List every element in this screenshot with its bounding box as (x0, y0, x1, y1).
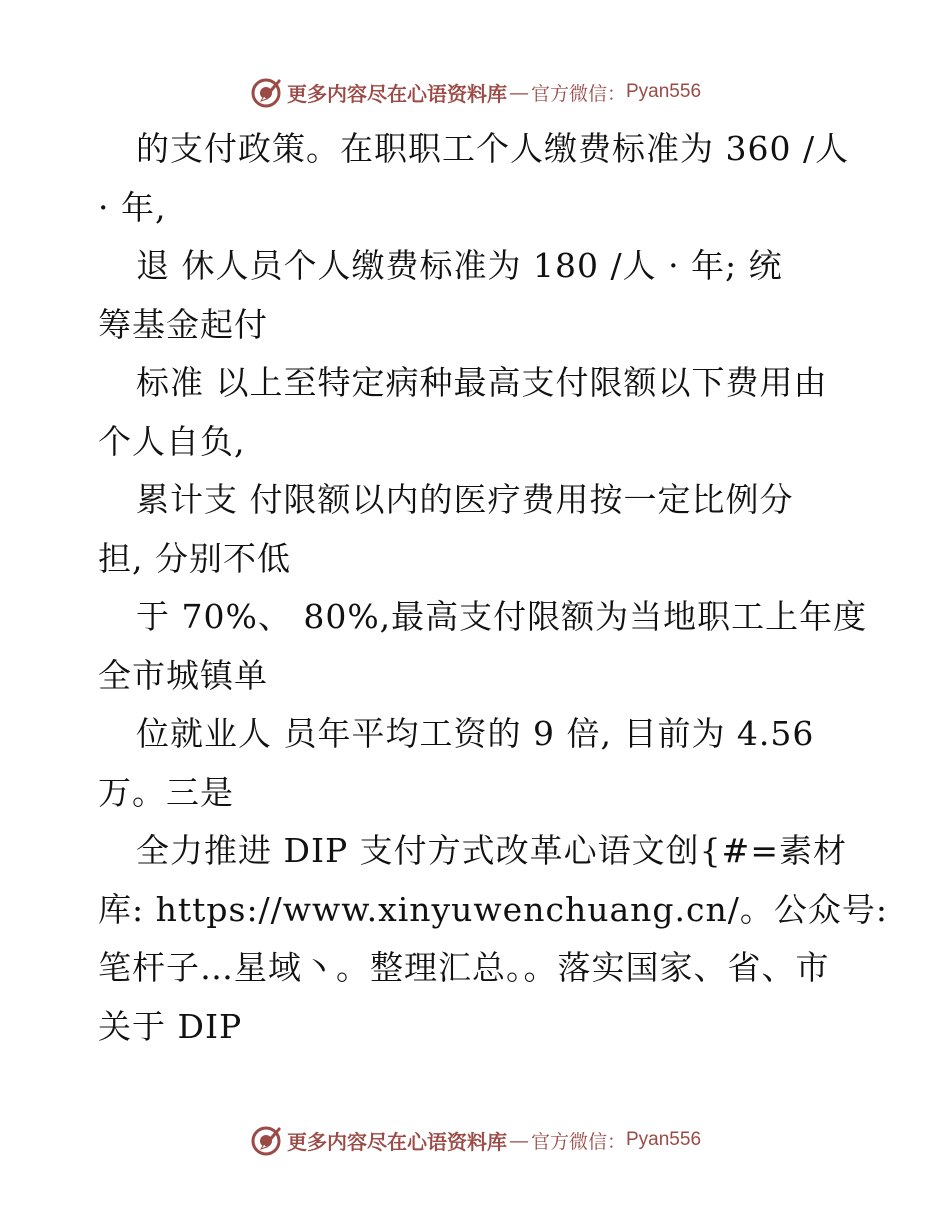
body-line: 全市城镇单 (98, 655, 268, 695)
banner-dash: — (508, 1128, 529, 1152)
body-line: 于 70%、 80%,最高支付限额为当地职工上年度 (136, 597, 868, 636)
body-line: 累计支 付限额以内的医疗费用按一定比例分 (136, 480, 794, 519)
body-line: 退 休人员个人缴费标准为 180 /人 · 年; 统 (136, 246, 783, 285)
body-line: 万。三是 (98, 772, 234, 812)
banner-title: 更多内容尽在心语资料库 (286, 81, 507, 106)
body-line: 担, 分别不低 (98, 538, 291, 578)
body-line: 关于 DIP (98, 1006, 243, 1046)
body-line: 库: https://www.xinyuwenchuang.cn/。公众号: (98, 889, 888, 929)
footer-banner (0, 1120, 950, 1160)
body-line: 个人自负, (98, 421, 246, 461)
body-line: 笔杆子…星域丶。整理汇总。。落实国家、省、市 (98, 948, 830, 987)
quill-logo-icon (249, 75, 283, 109)
body-line: 标准 以上至特定病种最高支付限额以下费用由 (136, 363, 828, 402)
banner-wechat-id: Pyan556 (626, 81, 702, 102)
body-line: 筹基金起付 (98, 304, 268, 344)
document-body (98, 120, 888, 1056)
banner-wechat-label: 官方微信： (530, 82, 626, 105)
quill-logo-icon (249, 1123, 283, 1157)
banner-title: 更多内容尽在心语资料库 (286, 1129, 507, 1154)
body-line: 的支付政策。在职职工个人缴费标准为 360 /人 (136, 129, 850, 168)
banner-dash: — (508, 80, 529, 104)
body-line: 位就业人 员年平均工资的 9 倍, 目前为 4.56 (136, 714, 815, 753)
banner-wechat-label: 官方微信： (530, 1130, 626, 1153)
header-banner (0, 72, 950, 112)
banner-wechat-id: Pyan556 (626, 1129, 702, 1150)
body-line: · 年, (98, 187, 167, 227)
body-line: 全力推进 DIP 支付方式改革心语文创{#=素材 (136, 831, 847, 870)
